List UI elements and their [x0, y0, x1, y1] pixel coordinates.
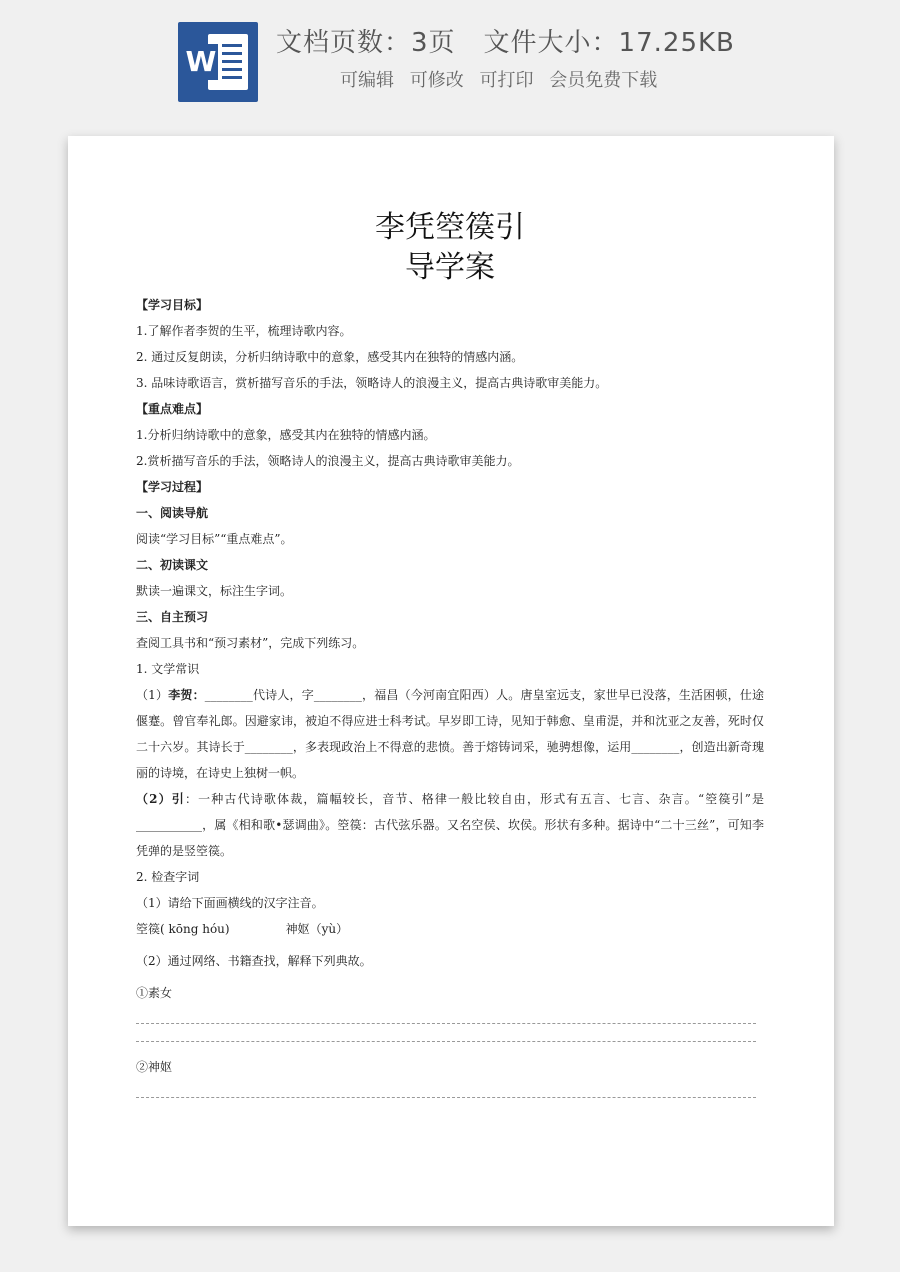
header-banner — [0, 0, 900, 120]
section-2-text: 默读一遍课文，标注生字词。 — [136, 584, 293, 598]
key-1: 1.分析归纳诗歌中的意象，感受其内在独特的情感内涵。 — [136, 428, 436, 442]
file-size: 文件大小：17.25KB — [483, 28, 735, 58]
pinyin-line — [136, 916, 764, 942]
yin-label: （2）引 — [136, 792, 185, 806]
goals-heading: 【学习目标】 — [136, 298, 209, 312]
goal-2: 2. 通过反复朗读，分析归纳诗歌中的意象，感受其内在独特的情感内涵。 — [136, 350, 524, 364]
literature-heading: 1. 文学常识 — [136, 662, 200, 676]
page-count: 文档页数：3页 — [276, 28, 456, 58]
check-1: （1）请给下面画横线的汉字注音。 — [136, 896, 324, 910]
goal-1: 1.了解作者李贺的生平，梳理诗歌内容。 — [136, 324, 352, 338]
check-2: （2）通过网络、书籍查找，解释下列典故。 — [136, 954, 372, 968]
goal-3: 3. 品味诗歌语言，赏析描写音乐的手法，领略诗人的浪漫主义，提高古典诗歌审美能力。 — [136, 376, 608, 390]
li-he-name: 李贺： — [168, 688, 205, 702]
doc-title: 李凭箜篌引 — [375, 210, 525, 245]
feature-member-download: 会员免费下载 — [549, 70, 658, 91]
section-1-heading: 一、阅读导航 — [136, 506, 209, 520]
file-info — [276, 22, 735, 59]
document-page — [68, 136, 834, 1226]
item-sunv: ①素女 — [136, 986, 173, 1000]
section-3-heading: 三、自主预习 — [136, 610, 209, 624]
word-icon — [178, 22, 258, 102]
li-he-text: ________代诗人，字________，福昌（今河南宜阳西）人。唐皇室远支，家世早已没落，生活困顿，仕途偃蹇。曾官奉礼郎。因避家讳，被迫不得应进士科考试。早岁即工诗，见知于韩愈、皇甫湜，并和沈亚之友善，死时仅二十六岁。其诗长于________，多表现政治上不得意的悲愤。善于熔铸词采，驰骋想像，运用________，创造出新奇瑰丽的诗境，在诗史上独树一帜。 — [136, 688, 764, 780]
li-he-paragraph — [136, 682, 764, 786]
key-heading: 【重点难点】 — [136, 402, 209, 416]
doc-subtitle: 导学案 — [405, 250, 495, 285]
document-content — [136, 136, 764, 1110]
yin-paragraph — [136, 786, 764, 864]
li-he-prefix: （1） — [136, 688, 169, 702]
answer-line — [136, 1023, 756, 1024]
feature-printable: 可打印 — [479, 70, 534, 91]
section-3-text: 查阅工具书和“预习素材”，完成下列练习。 — [136, 636, 365, 650]
word-letter: W — [185, 45, 217, 78]
check-heading: 2. 检查字词 — [136, 870, 200, 884]
feature-editable: 可编辑 — [340, 70, 394, 91]
item-shenyu: ②神妪 — [136, 1060, 173, 1074]
section-1-text: 阅读“学习目标”“重点难点”。 — [136, 532, 293, 546]
key-2: 2.赏析描写音乐的手法，领略诗人的浪漫主义，提高古典诗歌审美能力。 — [136, 454, 520, 468]
yin-text: ：一种古代诗歌体裁，篇幅较长，音节、格律一般比较自由，形式有五言、七言、杂言。“箜篌引”是___________，属《相和歌•瑟调曲》。箜篌：古代弦乐器。又名空侯、坎侯。形状有多种。据诗中“二十三丝”，可知李凭弹的是竖箜篌。 — [136, 792, 764, 858]
feature-list — [340, 66, 657, 92]
answer-line — [136, 1097, 756, 1098]
process-heading: 【学习过程】 — [136, 480, 209, 494]
answer-line — [136, 1041, 756, 1042]
section-2-heading: 二、初读课文 — [136, 558, 209, 572]
feature-modifiable: 可修改 — [409, 70, 464, 91]
pinyin-shenyu: 神妪（yù） — [285, 922, 349, 936]
pinyin-konghou: 箜篌( kōng hóu) — [136, 922, 230, 936]
